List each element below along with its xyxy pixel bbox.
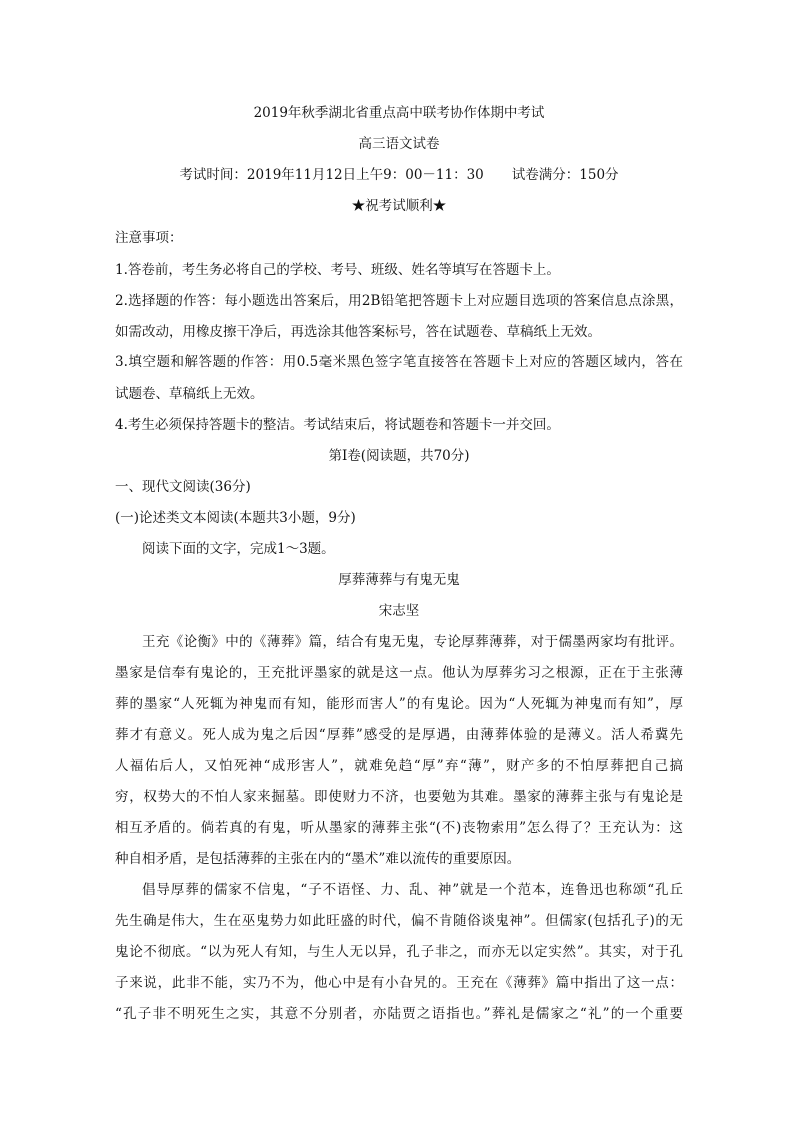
paragraph-line: 子来说，此非不能，实乃不为，他心中是有小旮旯的。王充在《薄葬》篇中指出了这一点： xyxy=(115,975,683,991)
paragraph-line: “孔子非不明死生之实，其意不分别者，亦陆贾之语指也。”葬礼是儒家之“礼”的一个重要 xyxy=(115,1006,683,1022)
notice-item: 1.答卷前，考生务必将自己的学校、考号、班级、姓名等填写在答题卡上。 xyxy=(115,262,560,278)
paragraph-line: 先生确是伟大，生在巫鬼势力如此旺盛的时代，偏不肯随俗谈鬼神”。但儒家(包括孔子)的无 xyxy=(115,913,683,929)
paragraph-line: 种自相矛盾，是包括薄葬的主张在内的“墨术”难以流传的重要原因。 xyxy=(115,851,521,867)
subject-title: 高三语文试卷 xyxy=(358,136,440,152)
subpart-title: (一)论述类文本阅读(本题共3小题，9分) xyxy=(115,510,356,526)
paragraph-line: 倡导厚葬的儒家不信鬼，“子不语怪、力、乱、神”就是一个范本，连鲁迅也称颂“孔丘 xyxy=(142,882,683,898)
part-title: 一、现代文阅读(36分) xyxy=(115,479,251,495)
paragraph-line: 人福佑后人，又怕死神“成形害人”，就难免趋“厚”弃“薄”，财产多的不怕厚葬把自己搞 xyxy=(115,758,683,774)
paragraph-line: 穷，权势大的不怕人家来掘墓。即使财力不济，也要勉为其难。墨家的薄葬主张与有鬼论是 xyxy=(115,789,683,805)
paragraph-line: 相互矛盾的。倘若真的有鬼，听从墨家的薄葬主张“(不)丧物索用”怎么得了？王充认为：这 xyxy=(115,820,683,836)
blessing-line: ★祝考试顺利★ xyxy=(351,198,447,214)
exam-info-line xyxy=(115,167,683,184)
paragraph-line: 王充《论衡》中的《薄葬》篇，结合有鬼无鬼，专论厚葬薄葬，对于儒墨两家均有批评。 xyxy=(142,634,683,650)
volume-title: 第Ⅰ卷(阅读题，共70分) xyxy=(328,448,470,464)
notice-item: 3.填空题和解答题的作答：用0.5毫米黑色签字笔直接答在答题卡上对应的答题区域内，答在 xyxy=(115,354,683,370)
exam-title: 2019年秋季湖北省重点高中联考协作体期中考试 xyxy=(253,105,545,121)
exam-time: 考试时间：2019年11月12日上午9：00－11：30 xyxy=(179,167,484,183)
paragraph-line: 墨家是信奉有鬼论的，王充批评墨家的就是这一点。他认为厚葬劣习之根源，正在于主张薄 xyxy=(115,665,683,681)
notice-heading: 注意事项： xyxy=(115,230,183,246)
paragraph-line: 葬的墨家“人死辄为神鬼而有知，能形而害人”的有鬼论。因为“人死辄为神鬼而有知”，厚 xyxy=(115,696,683,712)
paragraph-line: 鬼论不彻底。“以为死人有知，与生人无以异，孔子非之，而亦无以定实然”。其实，对于孔 xyxy=(115,944,683,960)
notice-item: 如需改动，用橡皮擦干净后，再选涂其他答案标号，答在试题卷、草稿纸上无效。 xyxy=(115,324,601,340)
notice-item: 4.考生必须保持答题卡的整洁。考试结束后，将试题卷和答题卡一并交回。 xyxy=(115,417,560,433)
article-author: 宋志坚 xyxy=(378,603,420,619)
full-score: 试卷满分：150分 xyxy=(511,167,619,183)
paragraph-line: 葬才有意义。死人成为鬼之后因“厚葬”感受的是厚遇，由薄葬体验的是薄义。活人希冀先 xyxy=(115,727,683,743)
notice-item: 试题卷、草稿纸上无效。 xyxy=(115,386,264,402)
reading-instruction: 阅读下面的文字，完成1～3题。 xyxy=(142,541,335,557)
article-title: 厚葬薄葬与有鬼无鬼 xyxy=(338,572,460,588)
notice-item: 2.选择题的作答：每小题选出答案后，用2B铅笔把答题卡上对应题目选项的答案信息点涂黑， xyxy=(115,293,683,309)
